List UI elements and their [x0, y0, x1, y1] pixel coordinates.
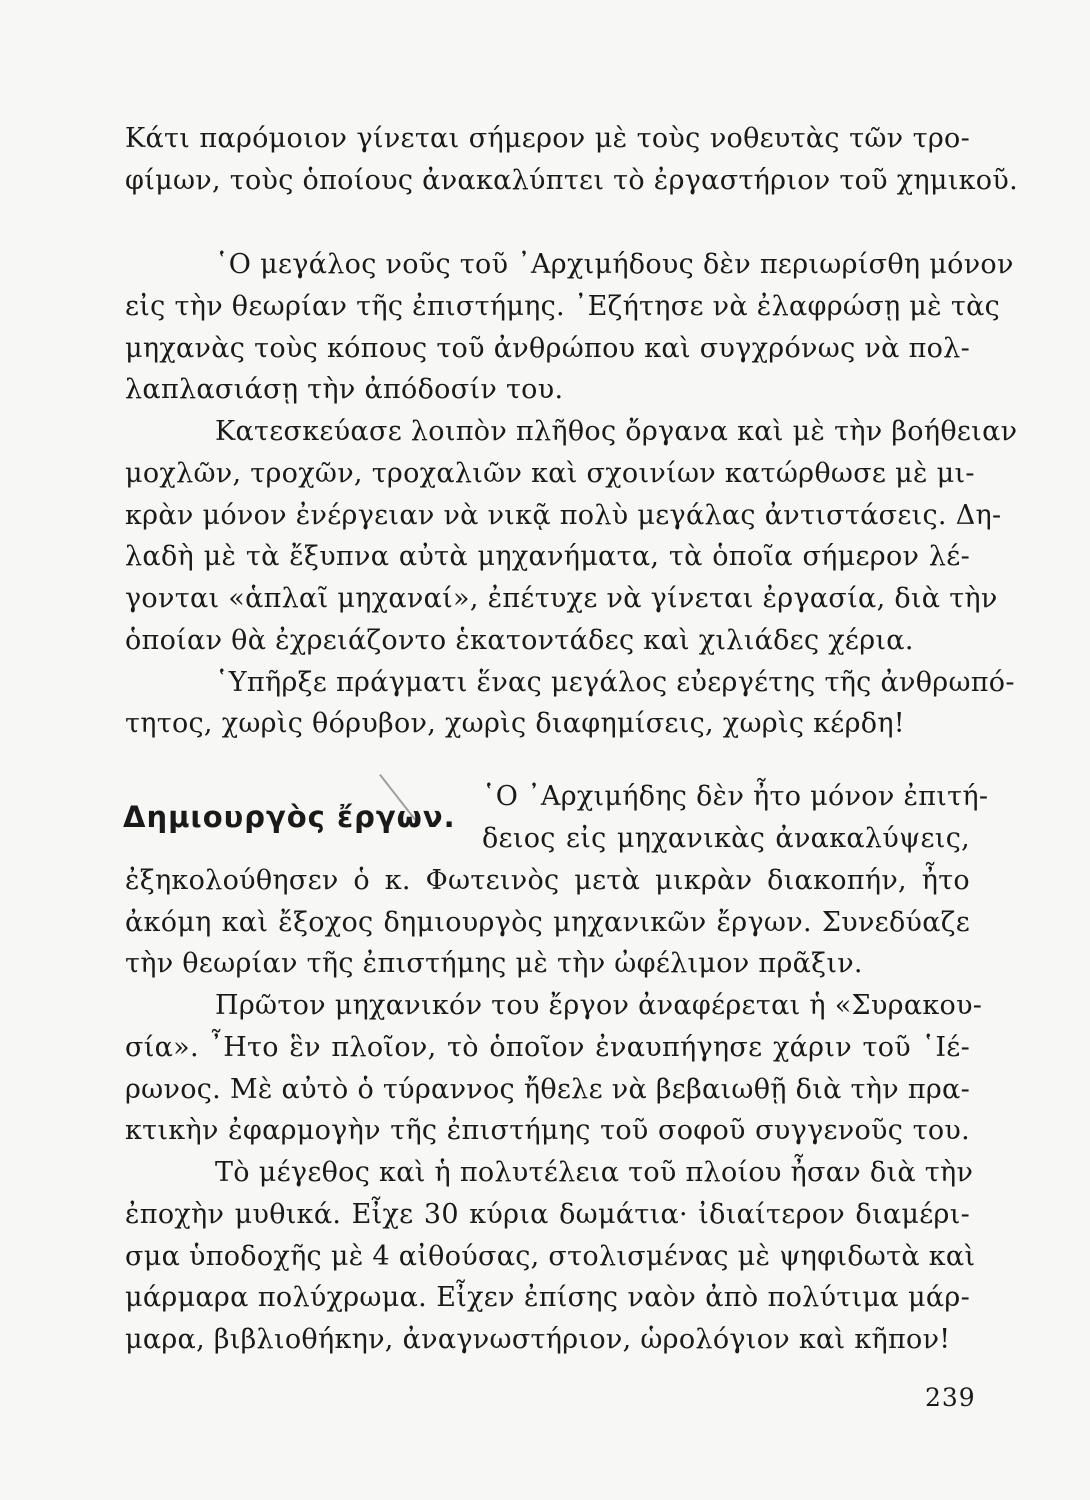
text-line: Τὸ μέγεθος καὶ ἡ πολυτέλεια τοῦ πλοίου ἦσαν διὰ τὴν: [215, 1157, 974, 1188]
text-line: ἐποχὴν μυθικά. Εἶχε 30 κύρια δωμάτια· ἰδιαίτερον διαμέρι-: [125, 1199, 970, 1230]
text-line: εἰς τὴν θεωρίαν τῆς ἐπιστήμης. ᾿Εζήτησε νὰ ἐλαφρώσῃ μὲ τὰς: [125, 291, 1001, 322]
text-line: φίμων, τοὺς ὁποίους ἀνακαλύπτει τὸ ἐργαστήριον τοῦ χημικοῦ.: [125, 165, 1018, 196]
text-line: κρὰν μόνον ἐνέργειαν νὰ νικᾷ πολὺ μεγάλας ἀντιστάσεις. Δη-: [125, 500, 1002, 531]
text-line: λαπλασιάσῃ τὴν ἀπόδοσίν του.: [125, 374, 564, 405]
text-line: μοχλῶν, τροχῶν, τροχαλιῶν καὶ σχοινίων κατώρθωσε μὲ μι-: [125, 458, 975, 489]
text-line: μηχανὰς τοὺς κόπους τοῦ ἀνθρώπου καὶ συγχρόνως νὰ πολ-: [125, 333, 970, 364]
text-line: ρωνος. Μὲ αὐτὸ ὁ τύραννος ἤθελε νὰ βεβαιωθῇ διὰ τὴν πρα-: [125, 1074, 970, 1105]
text-line: Πρῶτον μηχανικόν του ἔργον ἀναφέρεται ἡ «Συρακου-: [215, 990, 983, 1021]
text-line: Κάτι παρόμοιον γίνεται σήμερον μὲ τοὺς νοθευτὰς τῶν τρο-: [125, 123, 970, 154]
text-line: λαδὴ μὲ τὰ ἔξυπνα αὐτὰ μηχανήματα, τὰ ὁποῖα σήμερον λέ-: [125, 541, 970, 572]
text-line: ῾Υπῆρξε πράγματι ἕνας μεγάλος εὐεργέτης τῆς ἀνθρωπό-: [215, 667, 1015, 698]
text-line: μάρμαρα πολύχρωμα. Εἶχεν ἐπίσης ναὸν ἀπὸ πολύτιμα μάρ-: [125, 1282, 970, 1313]
text-line: ἐξηκολούθησεν ὁ κ. Φωτεινὸς μετὰ μικρὰν διακοπήν, ἦτο: [125, 865, 970, 896]
text-line: γονται «ἁπλαῖ μηχαναί», ἐπέτυχε νὰ γίνεται ἐργασία, διὰ τὴν: [125, 583, 998, 614]
text-line: Κατεσκεύασε λοιπὸν πλῆθος ὄργανα καὶ μὲ τὴν βοήθειαν: [215, 416, 1018, 447]
text-line: κτικὴν ἐφαρμογὴν τῆς ἐπιστήμης τοῦ σοφοῦ συγγενοῦς του.: [125, 1115, 970, 1146]
text-line: τητος, χωρὶς θόρυβον, χωρὶς διαφημίσεις, χωρὶς κέρδη!: [125, 708, 905, 739]
text-line: σμα ὑποδοχῆς μὲ 4 αἰθούσας, στολισμένας μὲ ψηφιδωτὰ καὶ: [125, 1241, 976, 1272]
section-side-heading: Δημιουργὸς ἔργων.: [123, 800, 456, 834]
text-line: δειος εἰς μηχανικὰς ἀνακαλύψεις,: [482, 823, 970, 854]
text-line: τὴν θεωρίαν τῆς ἐπιστήμης μὲ τὴν ὠφέλιμον πρᾶξιν.: [125, 948, 863, 979]
page-number: 239: [925, 1383, 976, 1412]
text-line: ῾Ο ᾿Αρχιμήδης δὲν ἦτο μόνον ἐπιτή-: [482, 781, 989, 812]
text-line: σία». ῏Ητο ἓν πλοῖον, τὸ ὁποῖον ἐναυπήγησε χάριν τοῦ ῾Ιέ-: [125, 1032, 970, 1063]
text-line: μαρα, βιβλιοθήκην, ἀναγνωστήριον, ὡρολόγιον καὶ κῆπον!: [125, 1324, 951, 1355]
text-line: ἀκόμη καὶ ἔξοχος δημιουργὸς μηχανικῶν ἔργων. Συνεδύαζε: [125, 907, 970, 938]
text-line: ὁποίαν θὰ ἐχρειάζοντο ἑκατοντάδες καὶ χιλιάδες χέρια.: [125, 625, 914, 656]
text-line: ῾Ο μεγάλος νοῦς τοῦ ᾿Αρχιμήδους δὲν περιωρίσθη μόνον: [215, 249, 1014, 280]
